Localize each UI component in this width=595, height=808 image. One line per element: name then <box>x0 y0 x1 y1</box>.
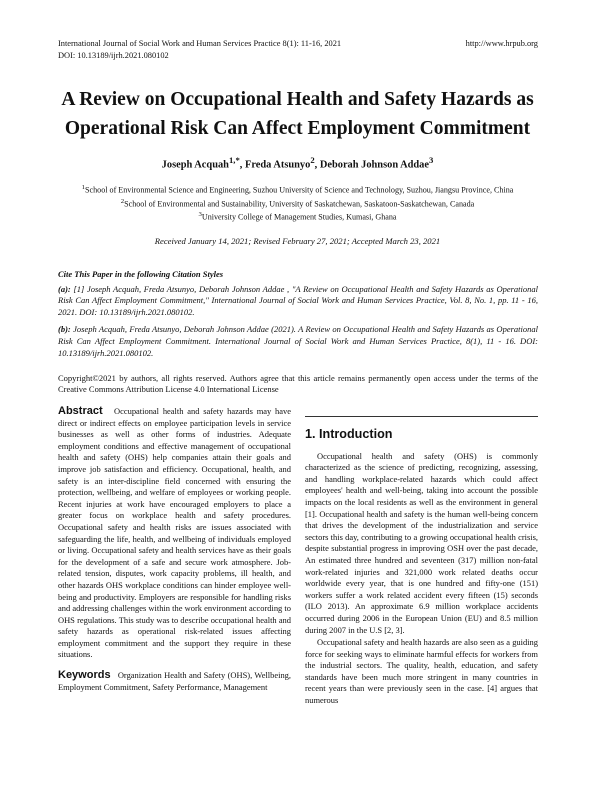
citation-heading: Cite This Paper in the following Citation Styles <box>58 269 224 279</box>
abstract-heading: Abstract <box>58 405 103 417</box>
journal-citation: International Journal of Social Work and Human Services Practice 8(1): 11-16, 2021 <box>58 39 342 48</box>
introduction-paragraph: Occupational safety and health hazards are also seen as a guiding force for seeking ways to eliminate harmful effects for workers from the industrial sectors. The quality, health, education, and safety standards have been much more stringent in many countries in recent years than were previously seen in the case. [4] argues that numerous <box>305 637 538 706</box>
affiliation-text: University College of Management Studies, Kumasi, Ghana <box>201 213 397 223</box>
section-divider <box>305 416 538 417</box>
citation-block <box>58 269 538 365</box>
affiliation-number: 2 <box>120 197 125 205</box>
introduction-heading: 1. Introduction <box>305 427 393 441</box>
received-dates: Received January 14, 2021; Revised February 27, 2021; Accepted March 23, 2021 <box>154 236 441 246</box>
affiliation <box>40 196 555 210</box>
right-column <box>305 406 538 708</box>
left-column <box>58 406 291 693</box>
affiliation-text: School of Environmental Science and Engineering, Suzhou University of Science and Technology, Suzhou, Jiangsu Province, China <box>85 185 514 195</box>
affiliation-text: School of Environmental and Sustainability, University of Saskatchewan, Saskatoon-Saskatchewan, Canada <box>124 199 475 209</box>
paper-title: A Review on Occupational Health and Safety Hazards as Operational Risk Can Affect Employment Commitment <box>61 89 534 139</box>
keywords-text: Organization Health and Safety (OHS), Wellbeing, Employment Commitment, Safety Performance, Management <box>58 670 292 692</box>
citation-style-a <box>58 284 538 319</box>
citation-text: Joseph Acquah, Freda Atsunyo, Deborah Johnson Addae (2021). A Review on Occupational Health and Safety Hazards as Operational Risk Can Affect Employment Commitment. International Journal of Social Work and Human Services Practice, 8(1), 11 - 16. DOI: 10.13189/ijrh.2021.080102. <box>58 324 538 358</box>
affiliations <box>40 182 555 223</box>
citation-label: (a): <box>58 283 71 294</box>
affiliation-number: 3 <box>198 211 202 219</box>
abstract <box>58 406 291 661</box>
author-affil-sup: 3 <box>429 155 434 165</box>
author-affil-sup: 1,* <box>228 155 240 165</box>
author-name: Joseph Acquah <box>161 159 229 171</box>
author-separator: , <box>314 159 320 171</box>
author-name: Deborah Johnson Addae <box>319 159 429 171</box>
introduction-paragraph: Occupational health and safety (OHS) is commonly characterized as the science of predicting, recognizing, assessing, and handling workplace-related hazards which could affect employees' health and well-being, taking into account the possible impacts on the local residents as well as the environment in general [1]. Occupational health and safety is the human well-being concern that drives the development of the industrialization and service sectors this day, contributing to a growing occupational health crisis, despite substantial progress in improving OSH over the past decade, An estimated three hundred and seventeen (317) million non-fatal work-related injuries and 321,000 work related deaths occur worldwide every year, that is one hundred and fifty-one (151) workers suffer a work related accident every fifteen (15) seconds (ILO 2013). An approximate 6.9 million workplace accidents occurred during 2006 in the European Union (EU) and 8.5 million during 2007 in the U.S [2, 3]. <box>305 450 538 635</box>
author-separator: , <box>239 159 245 171</box>
keywords <box>58 670 291 693</box>
author-name: Freda Atsunyo <box>244 159 311 171</box>
citation-style-b <box>58 324 538 359</box>
copyright-notice: Copyright©2021 by authors, all rights reserved. Authors agree that this article remains permanently open access under the terms of the Creative Commons Attribution License 4.0 International License <box>58 373 538 395</box>
header-doi: DOI: 10.13189/ijrh.2021.080102 <box>58 51 169 60</box>
affiliation-number: 1 <box>81 184 86 191</box>
citation-label: (b): <box>58 324 71 335</box>
author-affil-sup: 2 <box>310 155 315 165</box>
abstract-text: Occupational health and safety hazards may have direct or indirect effects on employee participation levels in service businesses as well as other forms of industries. Adequate employment conditions and effective management of occupational health and safety (OHS) help companies attain their goals and improve job satisfaction and efficiency. Occupational, health, and safety is an inter-discipline field concerned with ensuring the protection, wellbeing, and welfare of employees or working people. Recent injuries at work have encouraged employers to place a greater focus on workplace health and safety procedures. Occupational safety and health risks are issues associated with safeguarding the life, health, and wellbeing of individuals employed or living. Occupational safety and health services have as their goals for the development of a safe and secure work atmosphere. Job-related tension, disputes, work capacity problems, ill health, and other hazards OHS workplace conditions can hinder employee well-being and productivity. Employers are responsible for handling risks and addressing challenges within the work environment according to OHS regulations. This study was to describe occupational health and safety hazards as operational risk-related issues affecting employment commitment and the support they require in these situations. <box>58 406 291 660</box>
affiliation <box>40 209 555 223</box>
author-list <box>40 155 555 170</box>
citation-text: [1] Joseph Acquah, Freda Atsunyo, Deborah Johnson Addae , "A Review on Occupational Health and Safety Hazards as Operational Risk Can Affect Employment Commitment," International Journal of Social Work and Human Services Practice, Vol. 8, No. 1, pp. 11 - 16, 2021. DOI: 10.13189/ijrh.2021.080102. <box>58 283 538 317</box>
affiliation <box>40 182 555 196</box>
keywords-heading: Keywords <box>58 669 111 682</box>
journal-url[interactable]: http://www.hrpub.org <box>465 39 538 48</box>
